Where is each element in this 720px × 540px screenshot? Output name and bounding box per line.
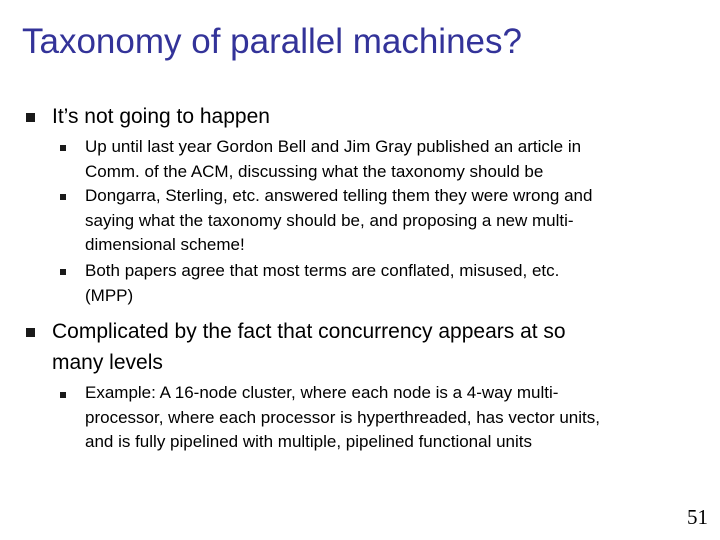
- sub-bullet-marker: [60, 269, 66, 275]
- sub-bullet-line: and is fully pipelined with multiple, pipelined functional units: [85, 432, 532, 451]
- bullet-text: [52, 316, 566, 378]
- bullet-line: many levels: [52, 351, 163, 374]
- page-number: 51: [687, 505, 708, 529]
- slide-title: Taxonomy of parallel machines?: [22, 22, 522, 61]
- sub-bullet-marker: [60, 145, 66, 151]
- bullet-marker: [26, 328, 35, 337]
- sub-bullet-line: processor, where each processor is hyperthreaded, has vector units,: [85, 407, 600, 427]
- sub-bullet-text: [85, 381, 600, 455]
- bullet-marker: [26, 113, 35, 122]
- sub-bullet-text: [85, 184, 592, 258]
- sub-bullet-text: [85, 135, 581, 184]
- sub-bullet-marker: [60, 392, 66, 398]
- sub-bullet-text: [85, 259, 559, 308]
- sub-bullet-line: (MPP): [85, 285, 134, 305]
- sub-bullet-line: Dongarra, Sterling, etc. answered telling them they were wrong and: [85, 186, 593, 205]
- bullet-line: It’s not going to happen: [52, 105, 270, 128]
- sub-bullet-line: Example: A 16-node cluster, where each node is a 4-way multi-: [85, 383, 559, 402]
- sub-bullet-line: dimensional scheme!: [85, 235, 245, 254]
- bullet-text: [52, 101, 270, 132]
- sub-bullet-line: Both papers agree that most terms are conflated, misused, etc.: [85, 261, 560, 280]
- sub-bullet-line: saying what the taxonomy should be, and proposing a new multi-: [85, 210, 574, 230]
- sub-bullet-line: Up until last year Gordon Bell and Jim Gray published an article in: [85, 137, 582, 156]
- sub-bullet-line: Comm. of the ACM, discussing what the taxonomy should be: [85, 161, 544, 181]
- bullet-line: Complicated by the fact that concurrency appears at so: [52, 320, 566, 343]
- sub-bullet-marker: [60, 194, 66, 200]
